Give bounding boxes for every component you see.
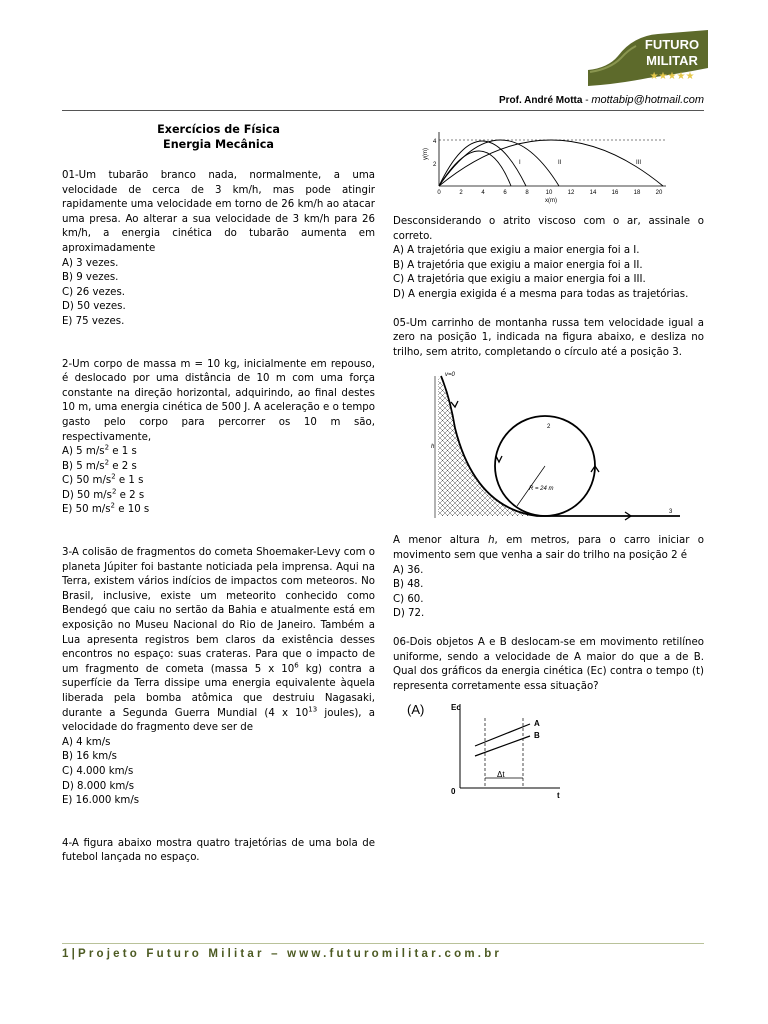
line-b xyxy=(475,736,530,756)
question-5-text2: A menor altura h, em metros, para o carro iniciar o movimento sem que venha a sair do trilho na posição 2 é xyxy=(393,535,704,561)
trajectory-figure xyxy=(411,126,701,210)
rc-radius-label: R = 24 m xyxy=(529,486,554,493)
graph-dt: Δt xyxy=(497,770,505,780)
question-2-text: 2-Um corpo de massa m = 10 kg, inicialmente em repouso, é deslocado por uma distância de 10 m com uma força constante na direção horizontal, adquirindo, ao final destes 10 m, uma energia cinética de 500 J. A aceleração e o tempo gasto pelo corpo para percorrer os 10 m são, respectivamente, xyxy=(62,358,375,443)
graph-origin: 0 xyxy=(451,787,456,797)
right-column xyxy=(393,122,704,798)
header-divider xyxy=(62,110,704,111)
trajectory-iii xyxy=(439,140,663,186)
svg-text:20: 20 xyxy=(655,190,663,196)
graph-ylabel: Eᴄ xyxy=(451,703,461,713)
trajectory-iv xyxy=(439,151,511,186)
question-5 xyxy=(393,317,704,622)
author-line: Prof. André Motta - mottabip@hotmail.com xyxy=(498,94,704,106)
logo-stars: ★★★★★ xyxy=(649,71,695,82)
graph-tag: (A) xyxy=(407,702,425,718)
q5-option-a: A) 36. xyxy=(393,564,424,576)
q2-option-d: D) 50 $m/s^2$ e 2 s xyxy=(62,487,145,501)
traj-label-ii: II xyxy=(558,160,562,166)
q1-option-a: A) 3 vezes. xyxy=(62,257,119,269)
svg-text:2: 2 xyxy=(459,190,463,196)
line-a xyxy=(475,724,530,746)
svg-text:8: 8 xyxy=(525,190,529,196)
page-title: Exercícios de Física Energia Mecânica xyxy=(157,123,280,151)
trajectory-i xyxy=(439,141,526,186)
q2-option-b: B) 5 $m/s^2$ e 2 s xyxy=(62,458,137,472)
left-column xyxy=(62,122,375,866)
q5-option-b: B) 48. xyxy=(393,579,424,591)
q3-option-e: E) 16.000 km/s xyxy=(62,795,140,807)
traj-label-i: I xyxy=(519,160,521,166)
question-5-text: 05-Um carrinho de montanha russa tem velocidade igual a zero na posição 1, indicada na figura abaixo, e desliza no trilho, sem atrito, completando o círculo até a posição 3. xyxy=(393,317,704,358)
q4-option-c: C) A trajetória que exigiu a maior energia foi a III. xyxy=(393,274,646,286)
question-3 xyxy=(62,546,375,809)
question-1 xyxy=(62,169,375,330)
traj-ytick-4: 4 xyxy=(433,139,437,145)
q1-option-d: D) 50 vezes. xyxy=(62,301,126,313)
question-4-text: 4-A figura abaixo mostra quatro trajetórias de uma bola de futebol lançada no espaço. xyxy=(62,837,375,864)
q4-option-a: A) A trajetória que exigiu a maior energia foi a I. xyxy=(393,245,640,257)
q1-option-c: C) 26 vezes. xyxy=(62,286,125,298)
logo-line2: MILITAR xyxy=(646,53,698,68)
rc-pos2-label: 2 xyxy=(547,424,551,431)
traj-ylabel: y(m) xyxy=(423,148,429,160)
roller-coaster-figure xyxy=(405,368,695,528)
question-4-body xyxy=(393,215,704,303)
svg-text:10: 10 xyxy=(545,190,553,196)
traj-ytick-2: 2 xyxy=(433,162,437,168)
question-4-intro xyxy=(62,837,375,866)
q4-option-b: B) A trajetória que exigiu a maior energia foi a II. xyxy=(393,259,643,271)
q2-option-e: E) 50 $m/s^2$ e 10 s xyxy=(62,502,150,516)
q2-option-a: A) 5 $m/s^2$ e 1 s xyxy=(62,443,137,458)
q5-option-d: D) 72. xyxy=(393,608,425,620)
svg-text:16: 16 xyxy=(611,190,619,196)
graph-label-a: A xyxy=(534,719,540,729)
question-1-text: 01-Um tubarão branco nada, normalmente, a uma velocidade de cerca de 3 km/h, mas pode atingir rapidamente uma velocidade em torno de 26 km/h ao atacar uma presa. Ao alterar a sua velocidade de 3 km/h para 26 km/h, a energia cinética do tubarão aumenta em aproximadamente xyxy=(62,170,375,254)
rc-pos3-label: 3 xyxy=(669,509,673,516)
q3-option-d: D) 8.000 km/s xyxy=(62,780,135,792)
traj-label-iii: III xyxy=(636,160,642,166)
question-3-text: 3-A colisão de fragmentos do cometa Shoemaker-Levy com o planeta Júpiter foi bastante noticiada pela imprensa. Aqui na Terra, existem vários indícios de impactos com meteoros. No Brasil, inclusive, existe um meteorito conhecido como Bendegó que caiu no sertão da Bahia e atualmente está em exposição no Museu Nacional do Rio de Janeiro. Também a Lua apresenta registros bem claros da existência desses encontros no espaço: suas crateras. Para que o impacto de um fragmento de cometa (massa 5 x $10^6$ kg) contra a superfície da Terra dissipe uma energia equivalente àquela liberada pela bomba atômica que destruiu Nagasaki, durante a Segunda Guerra Mundial (4 x $10^{13}$ joules), a velocidade do fragmento deve ser de xyxy=(62,547,376,734)
q3-option-a: A) 4 km/s xyxy=(62,736,111,748)
question-2 xyxy=(62,358,375,519)
rc-v0-label: v=0 xyxy=(445,372,455,379)
question-4-text2: Desconsiderando o atrito viscoso com o ar, assinale o correto. xyxy=(393,216,704,242)
author-email: mottabip@hotmail.com xyxy=(591,94,704,106)
author-name: Prof. André Motta xyxy=(498,95,583,106)
q5-option-c: C) 60. xyxy=(393,593,424,605)
q4-option-d: D) A energia exigida é a mesma para todas as trajetórias. xyxy=(393,288,689,300)
q2-option-c: C) 50 $m/s^2$ e 1 s xyxy=(62,472,144,487)
q3-option-c: C) 4.000 km/s xyxy=(62,765,134,777)
svg-text:12: 12 xyxy=(567,190,575,196)
logo-line1: FUTURO xyxy=(644,37,700,52)
q1-option-b: B) 9 vezes. xyxy=(62,272,119,284)
svg-text:0: 0 xyxy=(437,190,441,196)
graph-xlabel: t xyxy=(557,791,560,799)
rc-h-label: h xyxy=(431,444,435,451)
footer-divider xyxy=(62,943,704,944)
question-6-text: 06-Dois objetos A e B deslocam-se em movimento retilíneo uniforme, sendo a velocidade de A maior do que a de B. Qual dos gráficos da energia cinética (Ec) contra o tempo (t) representa corretamente essa situação? xyxy=(393,636,704,692)
q3-option-b: B) 16 km/s xyxy=(62,751,117,763)
question-6 xyxy=(393,636,704,798)
svg-text:14: 14 xyxy=(589,190,597,196)
ec-graph-a xyxy=(405,698,605,798)
svg-text:6: 6 xyxy=(503,190,507,196)
traj-xlabel: x(m) xyxy=(545,198,557,204)
svg-text:4: 4 xyxy=(481,190,485,196)
graph-label-b: B xyxy=(534,731,540,741)
q1-option-e: E) 75 vezes. xyxy=(62,315,125,327)
svg-text:18: 18 xyxy=(633,190,641,196)
footer: 1|Projeto Futuro Militar – www.futuromilitar.com.br xyxy=(62,948,503,960)
futuro-militar-logo xyxy=(588,28,708,86)
